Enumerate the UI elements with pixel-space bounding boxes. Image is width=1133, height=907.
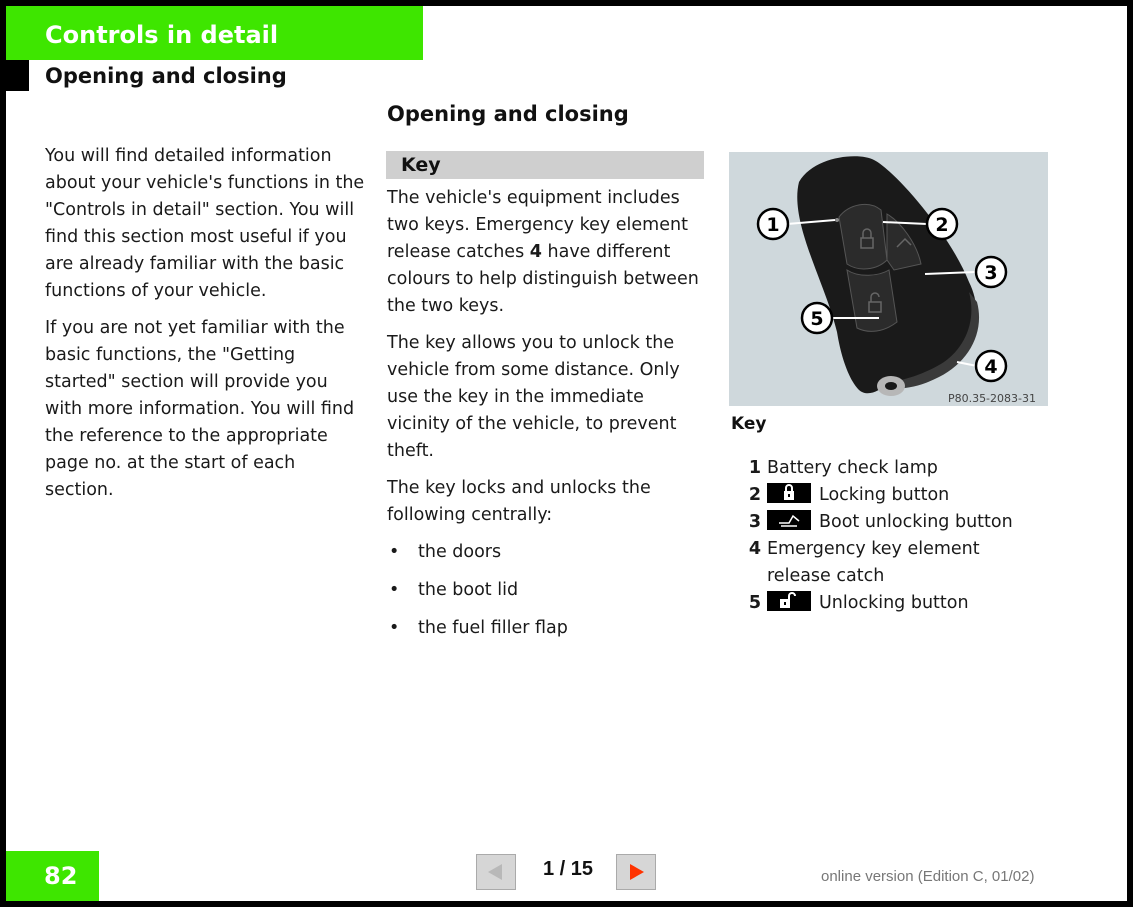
list-item: • the boot lid: [387, 577, 709, 604]
boot-icon: [767, 510, 811, 530]
callout-5: [802, 303, 832, 333]
key-paragraph-1: The vehicle's equipment includes two keys. Emergency key element release catches 4 have different colours to help distinguish between the two keys.: [387, 188, 699, 316]
svg-text:1: 1: [766, 214, 780, 236]
callout-3: [976, 257, 1006, 287]
svg-text:5: 5: [810, 308, 824, 330]
key-illustration: [729, 152, 1048, 406]
legend-item: 5 Unlocking button: [748, 593, 969, 613]
figure-legend: [731, 455, 1031, 617]
page: [6, 6, 1127, 901]
svg-text:4: 4: [984, 356, 998, 378]
list-item: • the fuel filler flap: [387, 615, 709, 642]
lock-list: [387, 539, 709, 642]
page-number: 82: [6, 851, 99, 901]
key-paragraph-2: The key allows you to unlock the vehicle from some distance. Only use the key in the immediate vicinity of the vehicle, to prevent theft.: [387, 333, 680, 461]
key-text-column: [387, 185, 709, 653]
intro-paragraph-2: If you are not yet familiar with the basic functions, the "Getting started" section will provide you with more information. You will find the reference to the appropriate page no. at the start of each section.: [45, 318, 355, 500]
callout-4: [976, 351, 1006, 381]
page-title: Opening and closing: [387, 102, 629, 126]
section-banner: Controls in detail: [6, 6, 423, 60]
intro-column: [45, 143, 365, 514]
figure-code: P80.35-2083-31: [947, 392, 1036, 405]
callout-1: [758, 209, 788, 239]
lock-icon: [767, 483, 811, 503]
key-heading: Key: [386, 151, 704, 179]
next-page-button[interactable]: [616, 854, 656, 890]
edition-note: online version (Edition C, 01/02): [821, 868, 1035, 885]
legend-item: 4 Emergency key element release catch: [748, 539, 980, 586]
side-marker: [6, 60, 29, 91]
callout-ref: 4: [529, 242, 542, 262]
arrow-left-icon: [477, 855, 515, 889]
page-counter: 1 / 15: [542, 858, 594, 880]
unlock-icon: [767, 591, 811, 611]
svg-text:2: 2: [935, 214, 949, 236]
intro-paragraph-1: You will find detailed information about your vehicle's functions in the "Controls in detail" section. You will find this section most useful if you are already familiar with the basic functions of your vehicle.: [45, 146, 365, 301]
svg-text:3: 3: [984, 262, 998, 284]
legend-item: 2 Locking button: [748, 485, 950, 505]
previous-page-button[interactable]: [476, 854, 516, 890]
callout-2: [927, 209, 957, 239]
key-drawing: [729, 152, 1048, 406]
figure-caption: Key: [731, 414, 767, 434]
legend-item: 1 Battery check lamp: [748, 458, 938, 478]
list-item: • the doors: [387, 539, 709, 566]
legend-item: 3 Boot unlocking button: [748, 512, 1013, 532]
subsection-title: Opening and closing: [45, 64, 287, 88]
arrow-right-icon: [617, 855, 655, 889]
key-paragraph-3: The key locks and unlocks the following centrally:: [387, 478, 651, 525]
